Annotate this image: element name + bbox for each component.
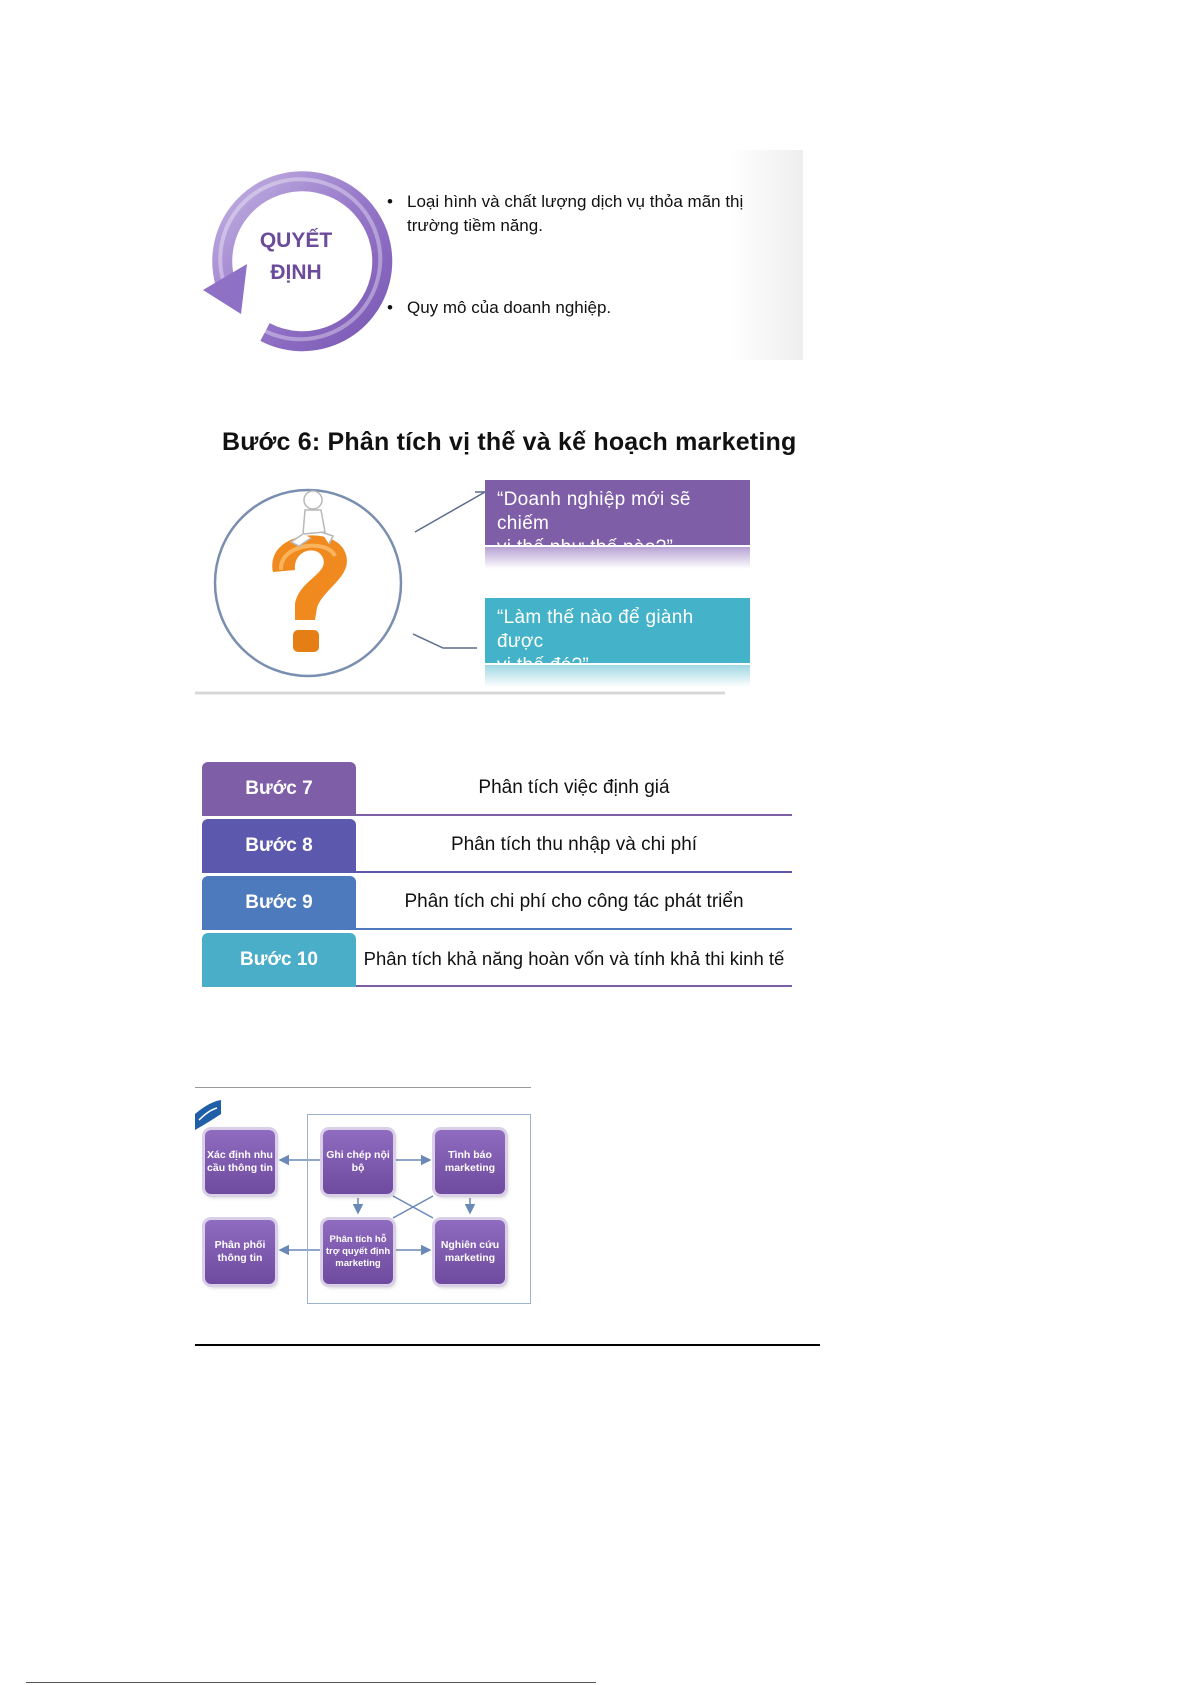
footer-rule [26,1682,596,1683]
step-row [202,762,792,816]
bullet-item [387,190,782,238]
step-description: Phân tích chi phí cho công tác phát triển [356,876,792,930]
decision-label-line2: ĐỊNH [270,261,322,284]
step-row [202,876,792,930]
divider-line [195,1087,531,1088]
node-marketing-research: Nghiên cứu marketing [435,1220,505,1284]
node-distribute-info: Phân phối thông tin [205,1220,275,1284]
node-determine-needs: Xác định nhu cầu thông tin [205,1130,275,1194]
section-rule [195,1344,820,1346]
node-decision-support: Phân tích hỗ trợ quyết định marketing [323,1220,393,1284]
step-label: Bước 8 [202,819,356,873]
cycle-arrow-icon [195,154,395,354]
step-label: Bước 10 [202,933,356,987]
question-box-1 [485,480,750,545]
step-row [202,819,792,873]
step-row [202,933,792,987]
bullet-dot: • [387,192,393,211]
step6-title: Bước 6: Phân tích vị thế và kế hoạch marketing [222,428,797,456]
node-internal-records: Ghi chép nội bộ [323,1130,393,1194]
decision-label-line1: QUYẾT [259,229,333,252]
step-description: Phân tích việc định giá [356,762,792,816]
decision-figure [195,150,803,360]
step6-figure [195,480,755,695]
bullet-text: Loại hình và chất lượng dịch vụ thỏa mãn thị trường tiềm năng. [407,192,744,235]
question-box-1-reflection [485,547,750,569]
question1-line1: “Doanh nghiệp mới sẽ chiếm [497,489,691,534]
step-description: Phân tích khả năng hoàn vốn và tính khả thi kinh tế [356,933,792,987]
bullet-dot: • [387,298,393,317]
step-label: Bước 9 [202,876,356,930]
step-description: Phân tích thu nhập và chi phí [356,819,792,873]
bullet-item [387,296,782,320]
question2-line1: “Làm thế nào để giành được [497,607,694,652]
bullet-text: Quy mô của doanh nghiệp. [407,298,612,317]
step-label: Bước 7 [202,762,356,816]
logo-badge-icon [195,1100,221,1130]
question-box-2-reflection [485,665,750,687]
info-system-diagram [195,1100,535,1305]
question-box-2 [485,598,750,663]
steps-table [202,762,792,992]
node-marketing-intelligence: Tình báo marketing [435,1130,505,1194]
